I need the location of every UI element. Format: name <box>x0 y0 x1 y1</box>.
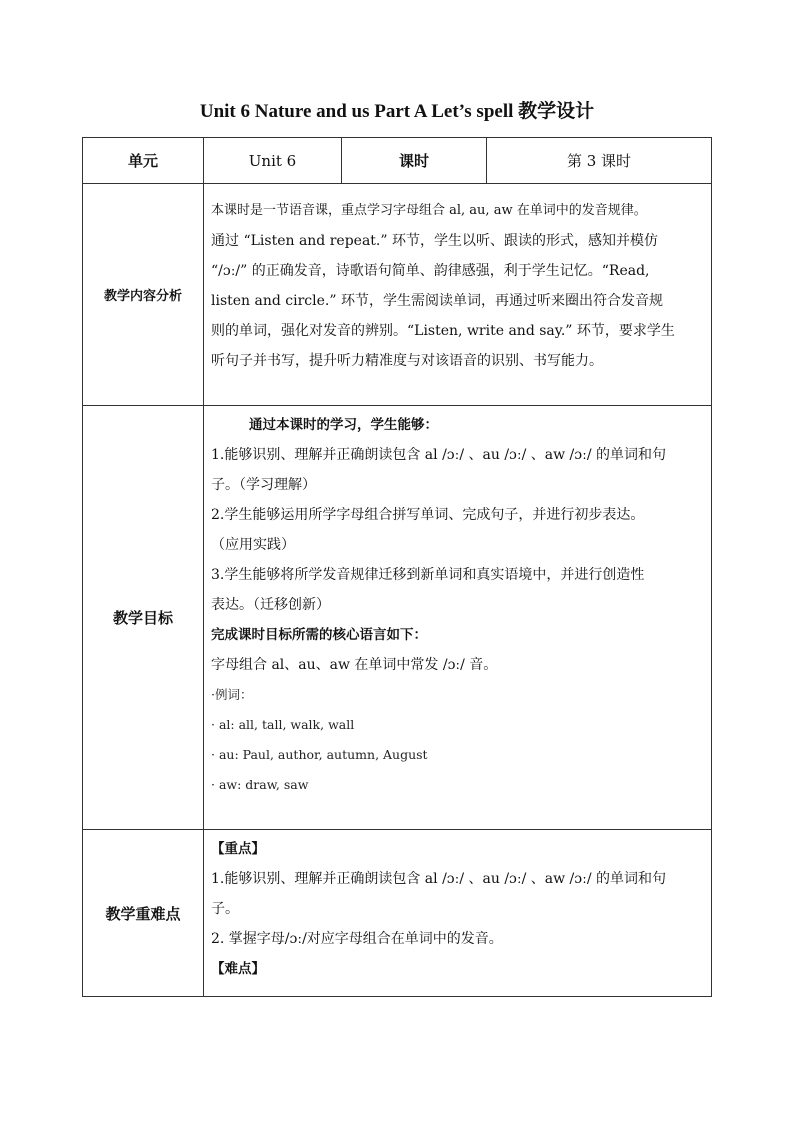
example-line: · au: Paul, author, autumn, August <box>211 747 428 762</box>
lesson-plan-table <box>82 137 712 997</box>
objectives-row <box>83 406 712 830</box>
analysis-line: 本课时是一节语音课，重点学习字母组合 al, au, aw 在单词中的发音规律。 <box>211 203 647 218</box>
examples-label: ·例词： <box>211 687 253 702</box>
example-line: · al: all, tall, walk, wall <box>211 717 355 732</box>
key-points-label: 教学重难点 <box>83 830 204 997</box>
objective-line: 2.学生能够运用所学字母组合拼写单词、完成句子，并进行初步表达。 <box>211 507 645 523</box>
objective-line: 1.能够识别、理解并正确朗读包含 al /ɔː/ 、au /ɔː/ 、aw /ɔː/ 的单词和句 <box>211 447 666 463</box>
focus-line: 1.能够识别、理解并正确朗读包含 al /ɔː/ 、au /ɔː/ 、aw /ɔː/ 的单词和句 <box>211 871 666 887</box>
analysis-line: “/ɔː/” 的正确发音，诗歌语句简单、韵律感强，利于学生记忆。“Read, <box>211 263 650 279</box>
core-language-heading: 完成课时目标所需的核心语言如下： <box>211 627 427 643</box>
header-row <box>83 138 712 184</box>
objectives-intro: 通过本课时的学习，学生能够： <box>249 417 438 433</box>
focus-line: 2. 掌握字母/ɔː/对应字母组合在单词中的发音。 <box>211 931 503 947</box>
objective-line: （应用实践） <box>211 537 295 553</box>
analysis-line: 通过 “Listen and repeat.” 环节，学生以听、跟读的形式，感知并模仿 <box>211 233 658 249</box>
objective-line: 表达。（迁移创新） <box>211 597 330 613</box>
core-language-line: 字母组合 al、au、aw 在单词中常发 /ɔː/ 音。 <box>211 657 498 673</box>
period-value: 第 3 课时 <box>487 138 712 184</box>
focus-line: 子。 <box>211 901 239 917</box>
period-label: 课时 <box>342 138 487 184</box>
objectives-label: 教学目标 <box>83 406 204 830</box>
analysis-line: 则的单词，强化对发音的辨别。“Listen, write and say.” 环节，要求学生 <box>211 323 675 339</box>
objectives-content <box>204 406 712 830</box>
analysis-row <box>83 184 712 406</box>
example-line: · aw: draw, saw <box>211 777 309 792</box>
document-title: Unit 6 Nature and us Part A Let’s spell 教学设计 <box>199 101 595 122</box>
objective-line: 3.学生能够将所学发音规律迁移到新单词和真实语境中，并进行创造性 <box>211 567 645 583</box>
unit-value: Unit 6 <box>204 138 342 184</box>
objective-line: 子。（学习理解） <box>211 477 316 493</box>
key-points-content <box>204 830 712 997</box>
analysis-line: 听句子并书写，提升听力精准度与对该语音的识别、书写能力。 <box>211 353 603 369</box>
analysis-label: 教学内容分析 <box>83 184 204 406</box>
analysis-line: listen and circle.” 环节，学生需阅读单词，再通过听来圈出符合发音规 <box>211 293 663 309</box>
analysis-content <box>204 184 712 406</box>
key-points-row <box>83 830 712 997</box>
focus-label: 【重点】 <box>211 841 265 857</box>
difficulty-label: 【难点】 <box>211 961 265 977</box>
unit-label: 单元 <box>83 138 204 184</box>
